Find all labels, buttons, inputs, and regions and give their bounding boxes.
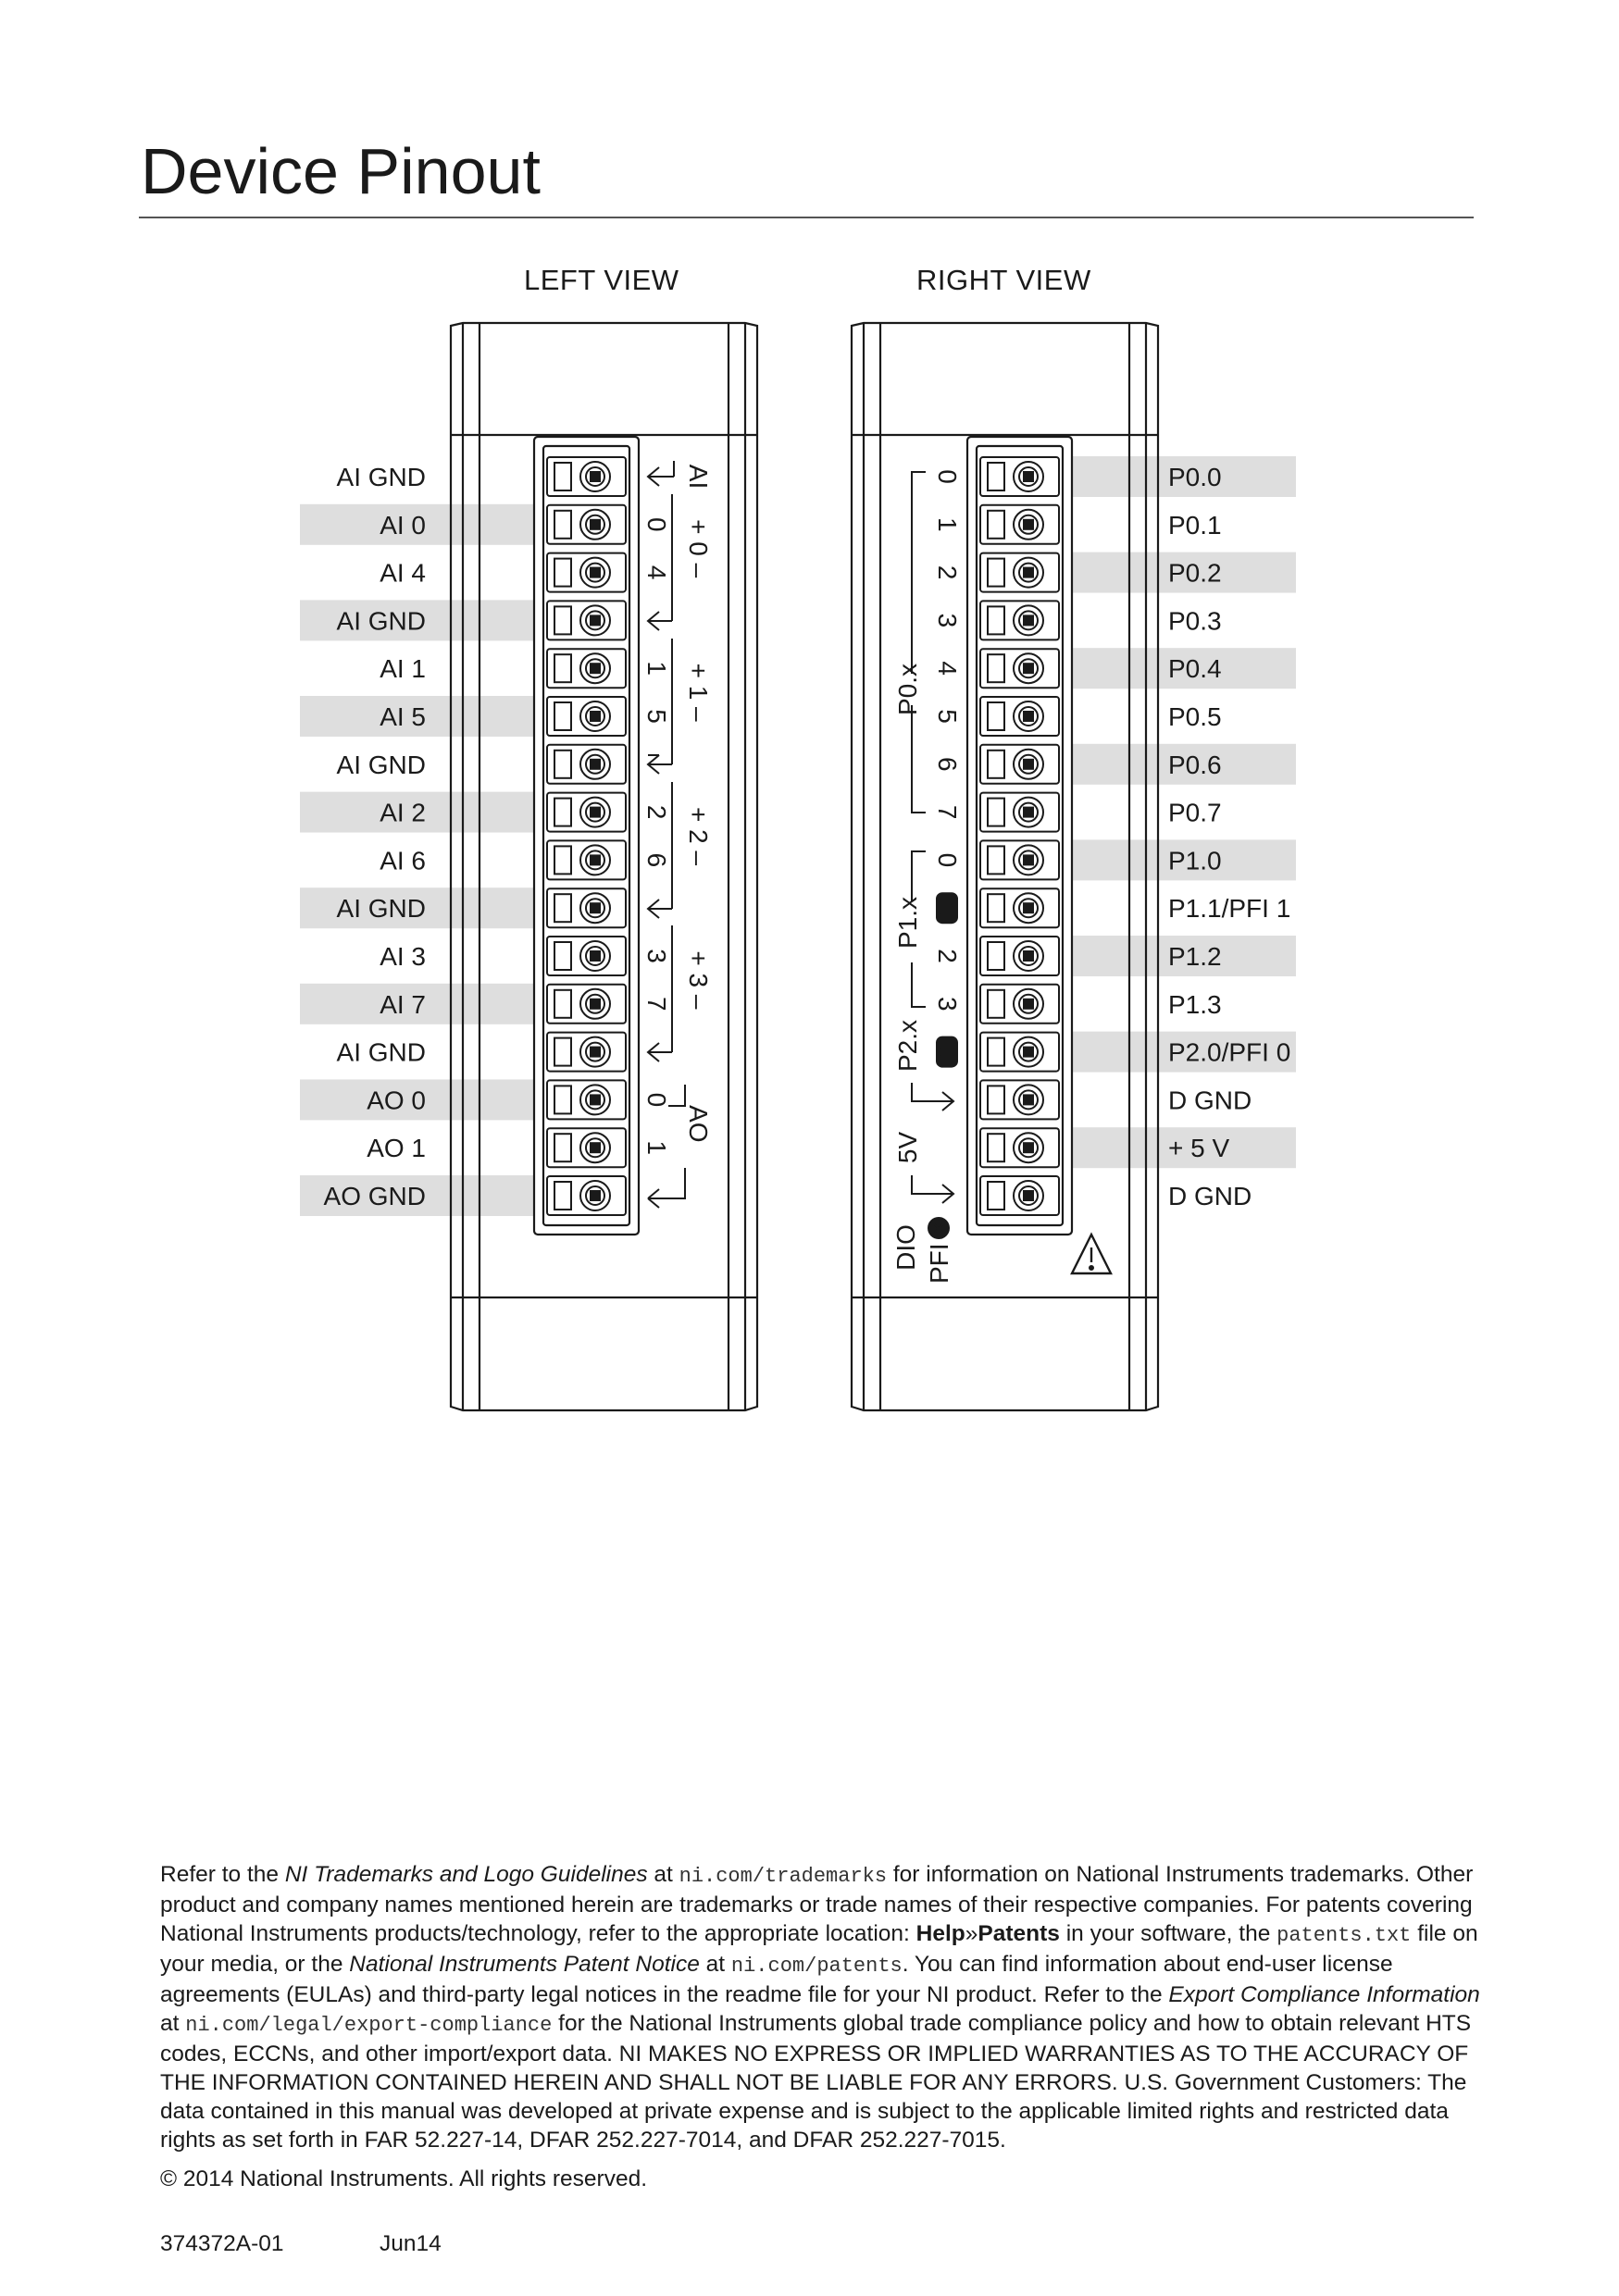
left-channel-number: 5: [642, 709, 671, 724]
right-screw-terminal: [980, 505, 1059, 544]
right-screw-terminal: [980, 985, 1059, 1024]
left-group-label: AO: [684, 1105, 713, 1143]
legal-text: at: [647, 1862, 679, 1887]
legal-text: NI Trademarks and Logo Guidelines: [284, 1862, 648, 1887]
right-screw-terminal: [980, 553, 1059, 592]
right-screw-terminal: [980, 1128, 1059, 1167]
patents-url[interactable]: ni.com/patents: [730, 1955, 903, 1978]
right-pin-label: P1.2: [1168, 942, 1222, 971]
left-pin-label: AI GND: [336, 1037, 426, 1067]
right-screw-terminal: [980, 745, 1059, 784]
legal-text: »: [965, 1921, 978, 1946]
left-pin-label: AI GND: [336, 894, 426, 924]
svg-text:×: ×: [933, 1219, 944, 1239]
left-screw-terminal: [547, 840, 626, 879]
page-title: Device Pinout: [141, 135, 541, 207]
right-pin-label: P0.1: [1168, 510, 1222, 540]
right-group-label: P2.x: [893, 1019, 922, 1073]
left-screw-terminal: [547, 457, 626, 496]
left-pin-label: AI 5: [380, 702, 426, 731]
right-group-brackets: [912, 472, 953, 1203]
left-screw-terminal: [547, 745, 626, 784]
part-number: 374372A-01: [160, 2231, 284, 2256]
left-group-label: + 1 –: [684, 663, 713, 722]
revision-date: Jun14: [380, 2231, 442, 2256]
left-channel-number: 1: [642, 661, 671, 676]
left-screw-terminal: [547, 793, 626, 832]
right-pin-label: P0.7: [1168, 798, 1222, 827]
right-channel-number: 1: [933, 900, 961, 915]
left-screw-terminal: [547, 1128, 626, 1167]
left-screw-terminal: [547, 888, 626, 927]
left-view-label: LEFT VIEW: [524, 264, 679, 296]
left-channel-number: 0: [642, 1092, 671, 1108]
right-pin-label: P0.4: [1168, 654, 1222, 684]
left-pin-label: AI GND: [336, 750, 426, 779]
right-terminal-block: [967, 437, 1072, 1235]
right-channel-number: 0: [933, 469, 962, 484]
right-screw-terminal: [980, 649, 1059, 688]
title-divider: [139, 217, 1474, 218]
left-channel-number: 4: [642, 565, 671, 580]
right-screw-terminal: [980, 1080, 1059, 1119]
left-pin-label: AI 1: [380, 654, 426, 684]
right-pin-label: P0.5: [1168, 702, 1222, 731]
right-screw-terminal: [980, 888, 1059, 927]
right-screw-terminal: [980, 937, 1059, 975]
legal-text: Export Compliance Information: [1168, 1982, 1480, 2007]
warning-icon: [1072, 1235, 1111, 1273]
left-channel-number: 1: [642, 1140, 671, 1155]
left-terminal-block: [534, 437, 639, 1235]
left-channel-number: 0: [642, 517, 671, 532]
left-channel-number: 6: [642, 852, 671, 868]
left-screw-terminal: [547, 1033, 626, 1072]
legal-text: in your software, the: [1059, 1921, 1277, 1946]
legal-text: file on your media, or the: [160, 1921, 1478, 1977]
right-channel-number: 3: [933, 997, 962, 1011]
patents-file: patents.txt: [1277, 1924, 1412, 1947]
right-channel-number: 2: [933, 565, 962, 580]
right-screw-terminal: [980, 840, 1059, 879]
right-group-label: P1.x: [893, 896, 922, 949]
right-pin-label: P1.0: [1168, 846, 1222, 875]
left-screw-terminal: [547, 1080, 626, 1119]
right-pin-label: + 5 V: [1168, 1134, 1230, 1163]
export-compliance-url[interactable]: ni.com/legal/export-compliance: [185, 2014, 553, 2037]
left-screw-terminal: [547, 985, 626, 1024]
right-group-label: P0.x: [893, 663, 922, 716]
right-pin-label: P0.0: [1168, 463, 1222, 491]
pfi-legend-marker: [928, 1217, 950, 1239]
right-channel-number: 2: [933, 949, 962, 963]
legal-text: Help: [915, 1921, 965, 1946]
left-group-label: + 0 –: [684, 519, 713, 578]
right-pin-label: P1.3: [1168, 989, 1222, 1019]
right-channel-number: 7: [933, 804, 962, 820]
dio-legend: DIO: [891, 1224, 920, 1271]
left-pin-label: AO 0: [367, 1086, 426, 1115]
left-pin-label: AI GND: [336, 606, 426, 636]
legal-text: at: [699, 1952, 731, 1977]
legal-text: Patents: [978, 1921, 1060, 1946]
right-channel-number: 3: [933, 613, 962, 628]
right-screw-terminal: [980, 457, 1059, 496]
legal-notice: [160, 1860, 1493, 2154]
trademarks-url[interactable]: ni.com/trademarks: [679, 1865, 888, 1888]
left-screw-terminal: [547, 937, 626, 975]
left-pin-label: AO 1: [367, 1134, 426, 1163]
copyright: © 2014 National Instruments. All rights reserved.: [160, 2166, 647, 2191]
right-channel-number: 1: [933, 517, 962, 532]
left-group-label: + 3 –: [684, 950, 713, 1010]
right-screw-terminal: [980, 697, 1059, 736]
right-pin-label: P0.6: [1168, 750, 1222, 779]
left-screw-terminal: [547, 649, 626, 688]
legal-text: National Instruments Patent Notice: [349, 1952, 700, 1977]
right-channel-number: 0: [933, 1045, 961, 1059]
legal-text: for information on National Instruments trademarks. Other product and company names mentioned herein are trademarks or trade names of their respective companies. For patents covering National Instruments products/technology, refer to the appropriate location:: [160, 1862, 1474, 1946]
left-screw-terminal: [547, 553, 626, 592]
right-channel-number: 4: [933, 661, 962, 676]
left-channel-number: 7: [642, 997, 671, 1011]
left-pin-label: AO GND: [323, 1182, 426, 1210]
right-pin-label: P0.3: [1168, 606, 1222, 636]
right-group-label: 5V: [893, 1131, 922, 1164]
left-pin-label: AI 7: [380, 989, 426, 1019]
right-channel-number: 5: [933, 709, 962, 724]
right-view-label: RIGHT VIEW: [916, 264, 1091, 296]
left-channel-number: 2: [642, 804, 671, 820]
right-screw-terminal: [980, 1033, 1059, 1072]
left-pin-label: AI 2: [380, 798, 426, 827]
left-group-label: + 2 –: [684, 806, 713, 866]
pfi-legend: PFI: [925, 1243, 953, 1284]
left-pin-label: AI 3: [380, 942, 426, 971]
pinout-diagram: [0, 296, 1619, 1425]
left-screw-terminal: [547, 505, 626, 544]
legal-text: . You can find information about end-user license agreements (EULAs) and third-party legal notices in the readme file for your NI product. Refer to the: [160, 1952, 1393, 2007]
left-channel-number: 3: [642, 949, 671, 963]
right-channel-number: 6: [933, 757, 962, 772]
left-pin-label: AI 0: [380, 510, 426, 540]
legal-text: Refer to the: [160, 1862, 285, 1887]
right-pin-label: D GND: [1168, 1086, 1252, 1115]
right-pin-label: P0.2: [1168, 558, 1222, 588]
right-pin-label: P2.0/PFI 0: [1168, 1037, 1291, 1067]
legal-text: at: [160, 2011, 186, 2036]
legal-text: for the National Instruments global trade compliance policy and how to obtain relevant HTS codes, ECCNs, and other import/export data. NI MAKES NO EXPRESS OR IMPLIED WARRANTIES AS TO THE ACCURACY OF THE INFORMATION CONTAINED HEREIN AND SHALL NOT BE LIABLE FOR ANY ERRORS. U.S. Government Customers: The data contained in this manual was developed at private expense and is subject to the applicable limited rights and restricted data rights as set forth in FAR 52.227-14, DFAR 252.227-7014, and DFAR 252.227-7015.: [160, 2011, 1472, 2153]
right-pin-label: P1.1/PFI 1: [1168, 894, 1291, 924]
left-screw-terminal: [547, 697, 626, 736]
left-pin-label: AI 6: [380, 846, 426, 875]
right-screw-terminal: [980, 1176, 1059, 1215]
left-group-label: AI: [684, 464, 713, 490]
left-screw-terminal: [547, 601, 626, 639]
left-screw-terminal: [547, 1176, 626, 1215]
left-pin-label: AI 4: [380, 558, 426, 588]
right-screw-terminal: [980, 793, 1059, 832]
left-pin-label: AI GND: [336, 463, 426, 491]
right-pin-label: D GND: [1168, 1182, 1252, 1210]
right-channel-number: 0: [933, 852, 962, 868]
right-screw-terminal: [980, 601, 1059, 639]
